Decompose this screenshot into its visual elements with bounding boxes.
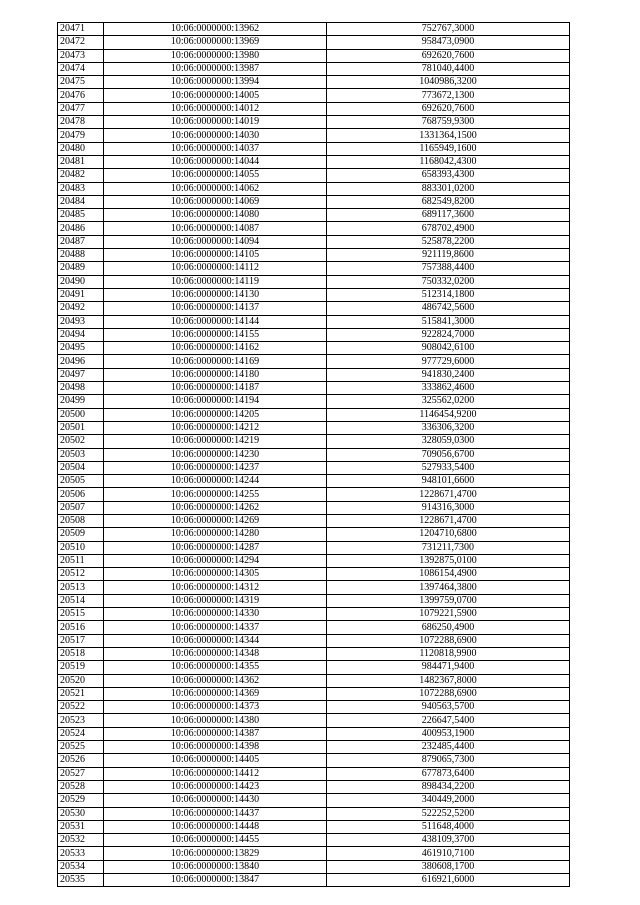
table-row bbox=[58, 461, 570, 474]
cadastral-number-cell: 10:06:0000000:14005 bbox=[104, 89, 327, 102]
value-cell: 750332,0200 bbox=[327, 275, 570, 288]
table-row bbox=[58, 302, 570, 315]
cadastral-number-cell: 10:06:0000000:14087 bbox=[104, 222, 327, 235]
row-number-cell: 20471 bbox=[58, 23, 104, 36]
row-number-cell: 20517 bbox=[58, 634, 104, 647]
table-row bbox=[58, 621, 570, 634]
cadastral-number-cell: 10:06:0000000:13987 bbox=[104, 62, 327, 75]
row-number-cell: 20480 bbox=[58, 142, 104, 155]
row-number-cell: 20499 bbox=[58, 395, 104, 408]
table-row bbox=[58, 501, 570, 514]
value-cell: 525878,2200 bbox=[327, 235, 570, 248]
row-number-cell: 20504 bbox=[58, 461, 104, 474]
value-cell: 1120818,9900 bbox=[327, 647, 570, 660]
row-number-cell: 20506 bbox=[58, 488, 104, 501]
value-cell: 1165949,1600 bbox=[327, 142, 570, 155]
table-row bbox=[58, 249, 570, 262]
row-number-cell: 20526 bbox=[58, 754, 104, 767]
table-row bbox=[58, 195, 570, 208]
value-cell: 325562,0200 bbox=[327, 395, 570, 408]
table-row bbox=[58, 169, 570, 182]
cadastral-number-cell: 10:06:0000000:14380 bbox=[104, 714, 327, 727]
table-row bbox=[58, 488, 570, 501]
table-row bbox=[58, 541, 570, 554]
cadastral-number-cell: 10:06:0000000:14144 bbox=[104, 315, 327, 328]
cadastral-number-cell: 10:06:0000000:14262 bbox=[104, 501, 327, 514]
table-row bbox=[58, 448, 570, 461]
cadastral-number-cell: 10:06:0000000:13840 bbox=[104, 860, 327, 873]
row-number-cell: 20520 bbox=[58, 674, 104, 687]
row-number-cell: 20512 bbox=[58, 568, 104, 581]
value-cell: 1397464,3800 bbox=[327, 581, 570, 594]
row-number-cell: 20485 bbox=[58, 209, 104, 222]
row-number-cell: 20525 bbox=[58, 741, 104, 754]
row-number-cell: 20478 bbox=[58, 116, 104, 129]
table-row bbox=[58, 62, 570, 75]
row-number-cell: 20527 bbox=[58, 767, 104, 780]
table-row bbox=[58, 820, 570, 833]
cadastral-number-cell: 10:06:0000000:14080 bbox=[104, 209, 327, 222]
table-row bbox=[58, 288, 570, 301]
row-number-cell: 20479 bbox=[58, 129, 104, 142]
value-cell: 1482367,8000 bbox=[327, 674, 570, 687]
value-cell: 1399759,0700 bbox=[327, 594, 570, 607]
row-number-cell: 20488 bbox=[58, 249, 104, 262]
table-row bbox=[58, 847, 570, 860]
row-number-cell: 20477 bbox=[58, 102, 104, 115]
cadastral-number-cell: 10:06:0000000:14119 bbox=[104, 275, 327, 288]
cadastral-number-cell: 10:06:0000000:13969 bbox=[104, 36, 327, 49]
cadastral-number-cell: 10:06:0000000:14369 bbox=[104, 687, 327, 700]
table-row bbox=[58, 368, 570, 381]
table-row bbox=[58, 647, 570, 660]
row-number-cell: 20510 bbox=[58, 541, 104, 554]
value-cell: 773672,1300 bbox=[327, 89, 570, 102]
value-cell: 336306,3200 bbox=[327, 421, 570, 434]
row-number-cell: 20493 bbox=[58, 315, 104, 328]
value-cell: 682549,8200 bbox=[327, 195, 570, 208]
row-number-cell: 20482 bbox=[58, 169, 104, 182]
value-cell: 340449,2000 bbox=[327, 794, 570, 807]
value-cell: 709056,6700 bbox=[327, 448, 570, 461]
cadastral-number-cell: 10:06:0000000:14069 bbox=[104, 195, 327, 208]
cadastral-number-cell: 10:06:0000000:14130 bbox=[104, 288, 327, 301]
value-cell: 438109,3700 bbox=[327, 834, 570, 847]
cadastral-number-cell: 10:06:0000000:14180 bbox=[104, 368, 327, 381]
row-number-cell: 20496 bbox=[58, 355, 104, 368]
value-cell: 658393,4300 bbox=[327, 169, 570, 182]
table-row bbox=[58, 661, 570, 674]
row-number-cell: 20505 bbox=[58, 475, 104, 488]
table-row bbox=[58, 674, 570, 687]
table-row bbox=[58, 116, 570, 129]
table-row bbox=[58, 554, 570, 567]
value-cell: 948101,6600 bbox=[327, 475, 570, 488]
value-cell: 731211,7300 bbox=[327, 541, 570, 554]
cadastral-number-cell: 10:06:0000000:14212 bbox=[104, 421, 327, 434]
cadastral-number-cell: 10:06:0000000:14373 bbox=[104, 701, 327, 714]
row-number-cell: 20475 bbox=[58, 76, 104, 89]
row-number-cell: 20474 bbox=[58, 62, 104, 75]
row-number-cell: 20486 bbox=[58, 222, 104, 235]
row-number-cell: 20521 bbox=[58, 687, 104, 700]
value-cell: 1040986,3200 bbox=[327, 76, 570, 89]
table-row bbox=[58, 155, 570, 168]
cadastral-number-cell: 10:06:0000000:14412 bbox=[104, 767, 327, 780]
value-cell: 1146454,9200 bbox=[327, 408, 570, 421]
row-number-cell: 20535 bbox=[58, 874, 104, 887]
table-row bbox=[58, 727, 570, 740]
cadastral-number-cell: 10:06:0000000:14455 bbox=[104, 834, 327, 847]
table-row bbox=[58, 342, 570, 355]
value-cell: 940563,5700 bbox=[327, 701, 570, 714]
row-number-cell: 20483 bbox=[58, 182, 104, 195]
cadastral-number-cell: 10:06:0000000:14330 bbox=[104, 608, 327, 621]
value-cell: 1204710,6800 bbox=[327, 528, 570, 541]
table-row bbox=[58, 701, 570, 714]
row-number-cell: 20534 bbox=[58, 860, 104, 873]
table-row bbox=[58, 608, 570, 621]
table-row bbox=[58, 741, 570, 754]
table-row bbox=[58, 328, 570, 341]
cadastral-number-cell: 10:06:0000000:14244 bbox=[104, 475, 327, 488]
row-number-cell: 20522 bbox=[58, 701, 104, 714]
table-body bbox=[58, 23, 570, 887]
table-row bbox=[58, 102, 570, 115]
cadastral-number-cell: 10:06:0000000:14105 bbox=[104, 249, 327, 262]
cadastral-number-cell: 10:06:0000000:14044 bbox=[104, 155, 327, 168]
row-number-cell: 20519 bbox=[58, 661, 104, 674]
cadastral-number-cell: 10:06:0000000:14194 bbox=[104, 395, 327, 408]
row-number-cell: 20500 bbox=[58, 408, 104, 421]
row-number-cell: 20523 bbox=[58, 714, 104, 727]
cadastral-number-cell: 10:06:0000000:13962 bbox=[104, 23, 327, 36]
table-row bbox=[58, 754, 570, 767]
cadastral-number-cell: 10:06:0000000:14437 bbox=[104, 807, 327, 820]
cadastral-number-cell: 10:06:0000000:14169 bbox=[104, 355, 327, 368]
row-number-cell: 20501 bbox=[58, 421, 104, 434]
cadastral-number-cell: 10:06:0000000:14012 bbox=[104, 102, 327, 115]
cadastral-number-cell: 10:06:0000000:14187 bbox=[104, 382, 327, 395]
cadastral-value-table bbox=[57, 22, 570, 887]
value-cell: 226647,5400 bbox=[327, 714, 570, 727]
table-row bbox=[58, 874, 570, 887]
value-cell: 977729,6000 bbox=[327, 355, 570, 368]
cadastral-number-cell: 10:06:0000000:14287 bbox=[104, 541, 327, 554]
cadastral-number-cell: 10:06:0000000:14280 bbox=[104, 528, 327, 541]
value-cell: 781040,4400 bbox=[327, 62, 570, 75]
value-cell: 692620,7600 bbox=[327, 102, 570, 115]
value-cell: 527933,5400 bbox=[327, 461, 570, 474]
row-number-cell: 20530 bbox=[58, 807, 104, 820]
value-cell: 616921,6000 bbox=[327, 874, 570, 887]
value-cell: 328059,0300 bbox=[327, 435, 570, 448]
cadastral-number-cell: 10:06:0000000:13829 bbox=[104, 847, 327, 860]
cadastral-number-cell: 10:06:0000000:14112 bbox=[104, 262, 327, 275]
cadastral-number-cell: 10:06:0000000:13980 bbox=[104, 49, 327, 62]
cadastral-number-cell: 10:06:0000000:14362 bbox=[104, 674, 327, 687]
value-cell: 941830,2400 bbox=[327, 368, 570, 381]
cadastral-number-cell: 10:06:0000000:14230 bbox=[104, 448, 327, 461]
value-cell: 678702,4900 bbox=[327, 222, 570, 235]
table-row bbox=[58, 315, 570, 328]
value-cell: 1392875,0100 bbox=[327, 554, 570, 567]
value-cell: 883301,0200 bbox=[327, 182, 570, 195]
row-number-cell: 20498 bbox=[58, 382, 104, 395]
table-row bbox=[58, 421, 570, 434]
value-cell: 757388,4400 bbox=[327, 262, 570, 275]
cadastral-number-cell: 10:06:0000000:14037 bbox=[104, 142, 327, 155]
cadastral-number-cell: 10:06:0000000:14162 bbox=[104, 342, 327, 355]
cadastral-number-cell: 10:06:0000000:14255 bbox=[104, 488, 327, 501]
value-cell: 984471,9400 bbox=[327, 661, 570, 674]
value-cell: 1331364,1500 bbox=[327, 129, 570, 142]
cadastral-number-cell: 10:06:0000000:14019 bbox=[104, 116, 327, 129]
table-row bbox=[58, 23, 570, 36]
value-cell: 768759,9300 bbox=[327, 116, 570, 129]
cadastral-number-cell: 10:06:0000000:14269 bbox=[104, 514, 327, 527]
value-cell: 232485,4400 bbox=[327, 741, 570, 754]
cadastral-number-cell: 10:06:0000000:14055 bbox=[104, 169, 327, 182]
table-row bbox=[58, 275, 570, 288]
table-row bbox=[58, 435, 570, 448]
row-number-cell: 20503 bbox=[58, 448, 104, 461]
value-cell: 512314,1800 bbox=[327, 288, 570, 301]
row-number-cell: 20528 bbox=[58, 780, 104, 793]
row-number-cell: 20508 bbox=[58, 514, 104, 527]
table-row bbox=[58, 89, 570, 102]
table-row bbox=[58, 807, 570, 820]
row-number-cell: 20513 bbox=[58, 581, 104, 594]
table-row bbox=[58, 382, 570, 395]
table-row bbox=[58, 794, 570, 807]
table-row bbox=[58, 528, 570, 541]
row-number-cell: 20491 bbox=[58, 288, 104, 301]
table-row bbox=[58, 235, 570, 248]
row-number-cell: 20509 bbox=[58, 528, 104, 541]
row-number-cell: 20472 bbox=[58, 36, 104, 49]
table-row bbox=[58, 834, 570, 847]
value-cell: 511648,4000 bbox=[327, 820, 570, 833]
value-cell: 689117,3600 bbox=[327, 209, 570, 222]
cadastral-number-cell: 10:06:0000000:14305 bbox=[104, 568, 327, 581]
table-row bbox=[58, 76, 570, 89]
cadastral-number-cell: 10:06:0000000:13847 bbox=[104, 874, 327, 887]
cadastral-number-cell: 10:06:0000000:14155 bbox=[104, 328, 327, 341]
row-number-cell: 20494 bbox=[58, 328, 104, 341]
value-cell: 921119,8600 bbox=[327, 249, 570, 262]
value-cell: 692620,7600 bbox=[327, 49, 570, 62]
row-number-cell: 20481 bbox=[58, 155, 104, 168]
cadastral-number-cell: 10:06:0000000:14137 bbox=[104, 302, 327, 315]
value-cell: 515841,3000 bbox=[327, 315, 570, 328]
cadastral-number-cell: 10:06:0000000:14348 bbox=[104, 647, 327, 660]
cadastral-number-cell: 10:06:0000000:14237 bbox=[104, 461, 327, 474]
table-row bbox=[58, 355, 570, 368]
row-number-cell: 20531 bbox=[58, 820, 104, 833]
row-number-cell: 20515 bbox=[58, 608, 104, 621]
value-cell: 333862,4600 bbox=[327, 382, 570, 395]
table-row bbox=[58, 568, 570, 581]
value-cell: 1168042,4300 bbox=[327, 155, 570, 168]
cadastral-number-cell: 10:06:0000000:14030 bbox=[104, 129, 327, 142]
row-number-cell: 20492 bbox=[58, 302, 104, 315]
table-row bbox=[58, 222, 570, 235]
table-row bbox=[58, 767, 570, 780]
row-number-cell: 20490 bbox=[58, 275, 104, 288]
row-number-cell: 20476 bbox=[58, 89, 104, 102]
row-number-cell: 20533 bbox=[58, 847, 104, 860]
row-number-cell: 20518 bbox=[58, 647, 104, 660]
table-row bbox=[58, 182, 570, 195]
value-cell: 958473,0900 bbox=[327, 36, 570, 49]
value-cell: 461910,7100 bbox=[327, 847, 570, 860]
value-cell: 400953,1900 bbox=[327, 727, 570, 740]
table-row bbox=[58, 408, 570, 421]
row-number-cell: 20516 bbox=[58, 621, 104, 634]
value-cell: 522252,5200 bbox=[327, 807, 570, 820]
value-cell: 1086154,4900 bbox=[327, 568, 570, 581]
cadastral-number-cell: 10:06:0000000:14448 bbox=[104, 820, 327, 833]
table-row bbox=[58, 142, 570, 155]
cadastral-number-cell: 10:06:0000000:14355 bbox=[104, 661, 327, 674]
cadastral-number-cell: 10:06:0000000:13994 bbox=[104, 76, 327, 89]
value-cell: 898434,2200 bbox=[327, 780, 570, 793]
value-cell: 879065,7300 bbox=[327, 754, 570, 767]
row-number-cell: 20487 bbox=[58, 235, 104, 248]
row-number-cell: 20507 bbox=[58, 501, 104, 514]
value-cell: 686250,4900 bbox=[327, 621, 570, 634]
cadastral-number-cell: 10:06:0000000:14319 bbox=[104, 594, 327, 607]
cadastral-number-cell: 10:06:0000000:14312 bbox=[104, 581, 327, 594]
cadastral-number-cell: 10:06:0000000:14337 bbox=[104, 621, 327, 634]
cadastral-number-cell: 10:06:0000000:14398 bbox=[104, 741, 327, 754]
table-row bbox=[58, 687, 570, 700]
row-number-cell: 20529 bbox=[58, 794, 104, 807]
cadastral-number-cell: 10:06:0000000:14344 bbox=[104, 634, 327, 647]
value-cell: 1072288,6900 bbox=[327, 687, 570, 700]
row-number-cell: 20514 bbox=[58, 594, 104, 607]
table-row bbox=[58, 581, 570, 594]
table-row bbox=[58, 36, 570, 49]
table-row bbox=[58, 780, 570, 793]
value-cell: 922824,7000 bbox=[327, 328, 570, 341]
value-cell: 1228671,4700 bbox=[327, 514, 570, 527]
cadastral-number-cell: 10:06:0000000:14423 bbox=[104, 780, 327, 793]
table-row bbox=[58, 262, 570, 275]
row-number-cell: 20484 bbox=[58, 195, 104, 208]
table-row bbox=[58, 860, 570, 873]
table-row bbox=[58, 209, 570, 222]
table-row bbox=[58, 129, 570, 142]
row-number-cell: 20495 bbox=[58, 342, 104, 355]
row-number-cell: 20532 bbox=[58, 834, 104, 847]
table-row bbox=[58, 594, 570, 607]
cadastral-number-cell: 10:06:0000000:14205 bbox=[104, 408, 327, 421]
value-cell: 677873,6400 bbox=[327, 767, 570, 780]
table-row bbox=[58, 514, 570, 527]
cadastral-number-cell: 10:06:0000000:14430 bbox=[104, 794, 327, 807]
value-cell: 908042,6100 bbox=[327, 342, 570, 355]
value-cell: 486742,5600 bbox=[327, 302, 570, 315]
row-number-cell: 20524 bbox=[58, 727, 104, 740]
table-row bbox=[58, 395, 570, 408]
table-row bbox=[58, 714, 570, 727]
row-number-cell: 20473 bbox=[58, 49, 104, 62]
cadastral-number-cell: 10:06:0000000:14294 bbox=[104, 554, 327, 567]
value-cell: 752767,3000 bbox=[327, 23, 570, 36]
cadastral-number-cell: 10:06:0000000:14387 bbox=[104, 727, 327, 740]
table-row bbox=[58, 475, 570, 488]
row-number-cell: 20497 bbox=[58, 368, 104, 381]
table-row bbox=[58, 634, 570, 647]
row-number-cell: 20511 bbox=[58, 554, 104, 567]
cadastral-number-cell: 10:06:0000000:14405 bbox=[104, 754, 327, 767]
cadastral-number-cell: 10:06:0000000:14062 bbox=[104, 182, 327, 195]
row-number-cell: 20502 bbox=[58, 435, 104, 448]
value-cell: 914316,3000 bbox=[327, 501, 570, 514]
table-row bbox=[58, 49, 570, 62]
value-cell: 1072288,6900 bbox=[327, 634, 570, 647]
value-cell: 1079221,5900 bbox=[327, 608, 570, 621]
value-cell: 380608,1700 bbox=[327, 860, 570, 873]
value-cell: 1228671,4700 bbox=[327, 488, 570, 501]
cadastral-number-cell: 10:06:0000000:14094 bbox=[104, 235, 327, 248]
cadastral-number-cell: 10:06:0000000:14219 bbox=[104, 435, 327, 448]
row-number-cell: 20489 bbox=[58, 262, 104, 275]
